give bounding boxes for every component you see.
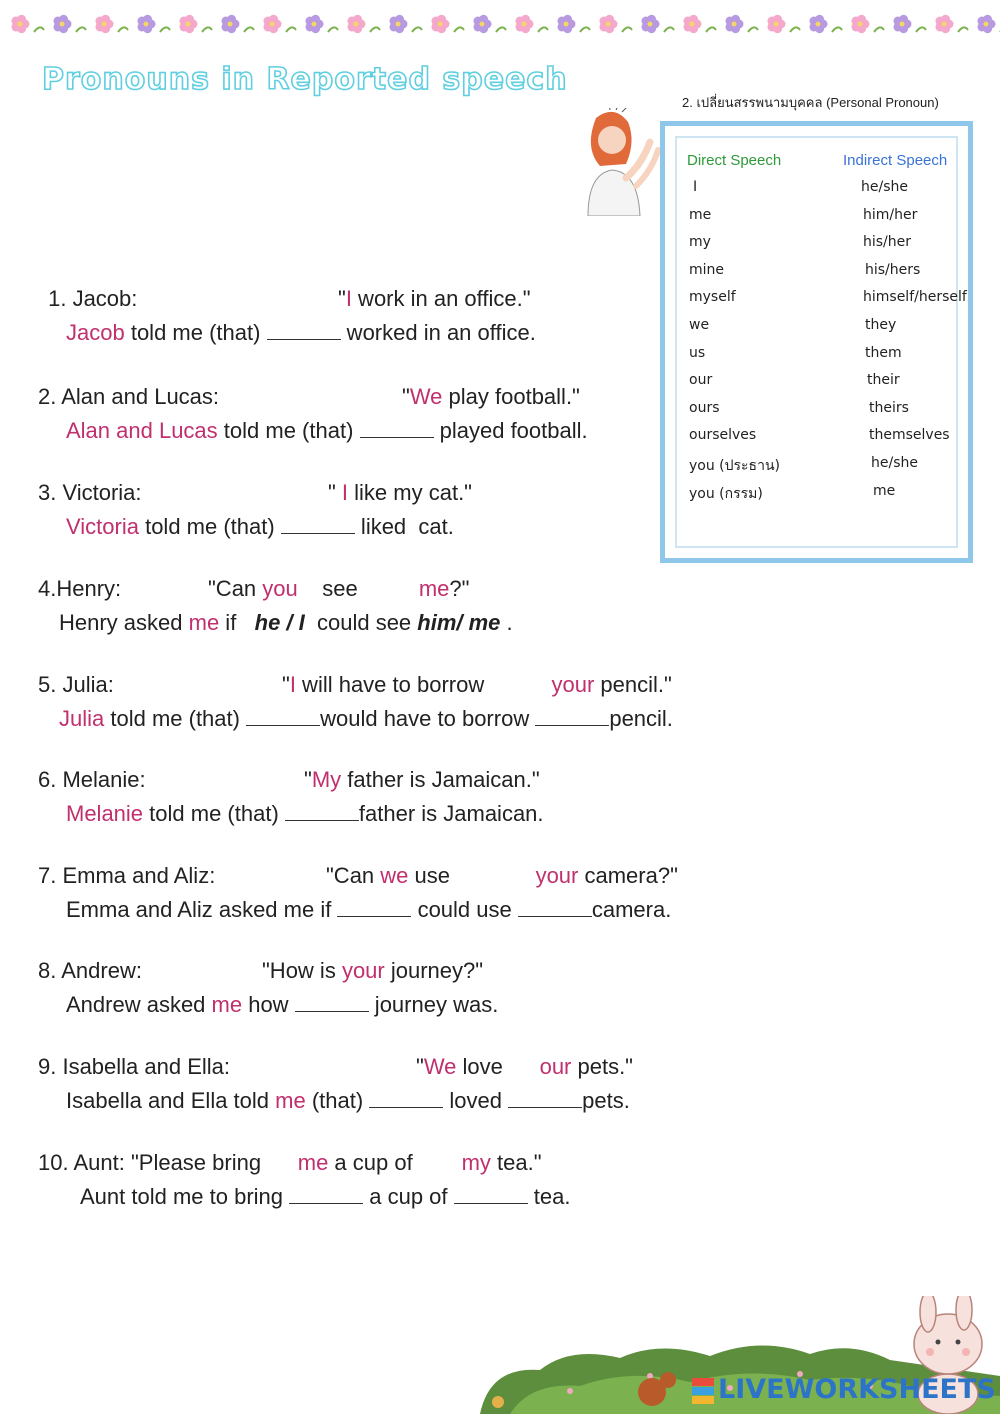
- highlighted-word: Victoria: [66, 514, 139, 539]
- answer-blank[interactable]: [360, 419, 434, 438]
- indirect-speech-header: Indirect Speech: [843, 152, 948, 169]
- highlighted-word: you: [262, 576, 298, 601]
- text-fragment: ": [402, 384, 410, 409]
- text-fragment: told me (that): [138, 514, 281, 539]
- direct-pronoun-cell: mine: [689, 261, 725, 278]
- exercise-quote: [326, 863, 678, 889]
- exercise-quote: [402, 384, 580, 410]
- text-fragment: ": [338, 286, 346, 311]
- text-fragment: 7. Emma and Aliz:: [38, 863, 216, 888]
- purple-flower-icon: [389, 15, 422, 34]
- purple-flower-icon: [305, 15, 338, 34]
- text-fragment: told me (that): [104, 706, 247, 731]
- direct-pronoun-cell: you (ประธาน): [689, 458, 780, 474]
- indirect-pronoun-cell: me: [873, 482, 896, 499]
- text-fragment: could see: [304, 610, 418, 635]
- text-fragment: 2. Alan and Lucas:: [38, 384, 220, 409]
- text-fragment: love: [456, 1054, 540, 1079]
- highlighted-word: Jacob: [66, 320, 125, 345]
- text-fragment: ?": [449, 576, 470, 601]
- text-fragment: pets.: [582, 1088, 630, 1113]
- liveworksheets-logo: [692, 1374, 996, 1405]
- text-fragment: Andrew asked: [66, 992, 212, 1017]
- exercise-answer-line: [66, 801, 544, 827]
- answer-blank[interactable]: [281, 515, 355, 534]
- text-fragment: "Can: [208, 576, 263, 601]
- exercise-prompt: [38, 672, 114, 698]
- exercise-answer-line: [66, 418, 588, 444]
- text-fragment: loved: [443, 1088, 509, 1113]
- text-fragment: played football.: [433, 418, 588, 443]
- purple-flower-icon: [557, 15, 590, 34]
- text-fragment: 5. Julia:: [38, 672, 114, 697]
- highlighted-word: My: [311, 767, 342, 792]
- highlighted-word: me: [188, 610, 220, 635]
- pink-flower-icon: [851, 15, 884, 34]
- text-fragment: pencil.": [594, 672, 672, 697]
- answer-blank[interactable]: [267, 321, 341, 340]
- exercise-prompt: [42, 286, 137, 312]
- pink-flower-icon: [179, 15, 212, 34]
- pink-flower-icon: [515, 15, 548, 34]
- pink-flower-icon: [599, 15, 632, 34]
- text-fragment: ": [282, 672, 290, 697]
- exercise-answer-line: [59, 610, 513, 636]
- exercise-answer-line: [66, 897, 671, 923]
- text-fragment: 8. Andrew:: [38, 958, 142, 983]
- pink-flower-icon: [347, 15, 380, 34]
- exercise-quote: [282, 672, 672, 698]
- purple-flower-icon: [473, 15, 506, 34]
- pink-flower-icon: [263, 15, 296, 34]
- text-fragment: journey was.: [368, 992, 499, 1017]
- pink-flower-icon: [767, 15, 800, 34]
- exercise-prompt: [38, 958, 142, 984]
- indirect-pronoun-cell: themselves: [869, 427, 950, 444]
- text-fragment: ": [304, 767, 312, 792]
- pronoun-table: [660, 121, 973, 563]
- highlighted-word: I: [341, 480, 349, 505]
- purple-flower-icon: [725, 15, 758, 34]
- logo-text: LIVEWORKSHEETS: [718, 1374, 996, 1405]
- indirect-pronoun-cell: theirs: [869, 399, 909, 416]
- highlighted-word: your: [535, 863, 579, 888]
- highlighted-word: me: [297, 1150, 329, 1175]
- text-fragment: tea.": [490, 1150, 542, 1175]
- exercise-answer-line: [66, 320, 536, 346]
- pink-flower-icon: [95, 15, 128, 34]
- highlighted-word: your: [551, 672, 595, 697]
- highlighted-word: my: [461, 1150, 491, 1175]
- highlighted-word: me: [418, 576, 450, 601]
- answer-blank[interactable]: [337, 898, 411, 917]
- highlighted-word: We: [423, 1054, 457, 1079]
- text-fragment: if: [219, 610, 255, 635]
- text-fragment: Henry asked: [59, 610, 189, 635]
- text-fragment: 1. Jacob:: [42, 286, 138, 311]
- highlighted-word: we: [380, 863, 409, 888]
- text-fragment: how: [242, 992, 295, 1017]
- direct-speech-header: Direct Speech: [687, 152, 782, 169]
- table-caption: 2. เปลี่ยนสรรพนามบุคคล (Personal Pronoun): [682, 95, 939, 110]
- text-fragment: Isabella and Ella told: [66, 1088, 276, 1113]
- bold-answer: he / I: [254, 610, 305, 635]
- answer-blank[interactable]: [369, 1089, 443, 1108]
- text-fragment: will have to borrow: [295, 672, 552, 697]
- text-fragment: journey?": [384, 958, 484, 983]
- text-fragment: told me (that): [217, 418, 360, 443]
- exercise-prompt: [38, 480, 142, 506]
- exercise-prompt: [38, 1150, 542, 1176]
- answer-blank[interactable]: [508, 1089, 582, 1108]
- direct-pronoun-cell: I: [693, 179, 698, 195]
- text-fragment: father is Jamaican.: [358, 801, 544, 826]
- text-fragment: "How is: [262, 958, 342, 983]
- text-fragment: camera.: [591, 897, 672, 922]
- indirect-pronoun-cell: their: [867, 372, 900, 389]
- text-fragment: .: [500, 610, 513, 635]
- exercise-answer-line: [59, 706, 673, 732]
- text-fragment: Aunt told me to bring: [80, 1184, 290, 1209]
- text-fragment: "Can: [326, 863, 381, 888]
- answer-blank[interactable]: [454, 1185, 528, 1204]
- answer-blank[interactable]: [535, 707, 609, 726]
- text-fragment: like my cat.": [348, 480, 472, 505]
- highlighted-word: I: [345, 286, 352, 311]
- pink-flower-icon: [683, 15, 716, 34]
- text-fragment: told me (that): [124, 320, 267, 345]
- text-fragment: worked in an office.: [340, 320, 536, 345]
- exercise-quote: [328, 480, 472, 506]
- direct-pronoun-cell: our: [689, 372, 713, 389]
- highlighted-word: We: [409, 384, 443, 409]
- highlighted-word: our: [539, 1054, 572, 1079]
- exercise-answer-line: [66, 1088, 630, 1114]
- indirect-pronoun-cell: his/hers: [865, 261, 921, 278]
- purple-flower-icon: [641, 15, 674, 34]
- text-fragment: see: [297, 576, 419, 601]
- text-fragment: pencil.: [609, 706, 673, 731]
- text-fragment: 4.Henry:: [38, 576, 122, 601]
- answer-blank[interactable]: [289, 1185, 363, 1204]
- text-fragment: pets.": [571, 1054, 633, 1079]
- text-fragment: a cup of: [363, 1184, 454, 1209]
- direct-pronoun-cell: ours: [689, 399, 720, 416]
- indirect-pronoun-cell: him/her: [863, 206, 918, 223]
- highlighted-word: me: [211, 992, 243, 1017]
- answer-blank[interactable]: [518, 898, 592, 917]
- exercise-quote: [416, 1054, 633, 1080]
- exercise-answer-line: [66, 514, 454, 540]
- exercise-answer-line: [66, 992, 498, 1018]
- text-fragment: a cup of: [328, 1150, 462, 1175]
- text-fragment: ": [416, 1054, 424, 1079]
- highlighted-word: I: [289, 672, 296, 697]
- text-fragment: would have to borrow: [320, 706, 536, 731]
- direct-pronoun-cell: us: [689, 344, 706, 361]
- exercise-quote: [262, 958, 483, 984]
- highlighted-word: Julia: [59, 706, 105, 731]
- text-fragment: liked cat.: [354, 514, 454, 539]
- indirect-pronoun-cell: himself/herself: [863, 289, 967, 306]
- direct-pronoun-cell: you (กรรม): [689, 485, 763, 502]
- exercise-prompt: [38, 767, 146, 793]
- purple-flower-icon: [977, 15, 1000, 34]
- direct-pronoun-cell: my: [689, 234, 711, 251]
- purple-flower-icon: [137, 15, 170, 34]
- exercise-prompt: [38, 863, 215, 889]
- exercise-answer-line: [80, 1184, 570, 1210]
- text-fragment: play football.": [442, 384, 580, 409]
- exercise-prompt: [38, 1054, 230, 1080]
- direct-pronoun-cell: ourselves: [689, 427, 757, 444]
- purple-flower-icon: [809, 15, 842, 34]
- text-fragment: could use: [411, 897, 518, 922]
- text-fragment: use: [408, 863, 536, 888]
- pink-flower-icon: [935, 15, 968, 34]
- text-fragment: told me (that): [143, 801, 285, 826]
- answer-blank[interactable]: [246, 707, 320, 726]
- pink-flower-icon: [431, 15, 464, 34]
- page-title: Pronouns in Reported speech: [42, 62, 568, 97]
- purple-flower-icon: [221, 15, 254, 34]
- indirect-pronoun-cell: they: [865, 317, 897, 333]
- purple-flower-icon: [893, 15, 926, 34]
- exercise-prompt: [38, 576, 121, 602]
- text-fragment: camera?": [578, 863, 678, 888]
- direct-pronoun-cell: myself: [689, 289, 736, 306]
- indirect-pronoun-cell: he/she: [871, 455, 918, 471]
- text-fragment: ": [328, 480, 342, 505]
- text-fragment: father is Jamaican.": [341, 767, 540, 792]
- pink-flower-icon: [11, 15, 44, 34]
- flower-border: [0, 6, 1000, 46]
- text-fragment: Emma and Aliz asked me if: [66, 897, 338, 922]
- girl-pointing-illustration: [566, 108, 662, 216]
- text-fragment: tea.: [527, 1184, 571, 1209]
- indirect-pronoun-cell: he/she: [861, 179, 908, 195]
- highlighted-word: Melanie: [66, 801, 144, 826]
- highlighted-word: your: [341, 958, 385, 983]
- text-fragment: work in an office.": [351, 286, 531, 311]
- text-fragment: 3. Victoria:: [38, 480, 142, 505]
- exercise-quote: [338, 286, 531, 312]
- exercise-quote: [208, 576, 469, 602]
- text-fragment: 9. Isabella and Ella:: [38, 1054, 231, 1079]
- bold-answer: him/ me: [417, 610, 501, 635]
- highlighted-word: me: [275, 1088, 306, 1113]
- text-fragment: (that): [305, 1088, 370, 1113]
- indirect-pronoun-cell: them: [865, 344, 902, 361]
- purple-flower-icon: [53, 15, 86, 34]
- indirect-pronoun-cell: his/her: [863, 234, 912, 251]
- highlighted-word: Alan and Lucas: [66, 418, 218, 443]
- text-fragment: 10. Aunt: "Please bring: [38, 1150, 298, 1175]
- exercise-prompt: [38, 384, 219, 410]
- direct-pronoun-cell: me: [689, 206, 712, 223]
- text-fragment: 6. Melanie:: [38, 767, 146, 792]
- direct-pronoun-cell: we: [689, 317, 710, 333]
- answer-blank[interactable]: [285, 802, 359, 821]
- answer-blank[interactable]: [295, 993, 369, 1012]
- exercise-quote: [304, 767, 540, 793]
